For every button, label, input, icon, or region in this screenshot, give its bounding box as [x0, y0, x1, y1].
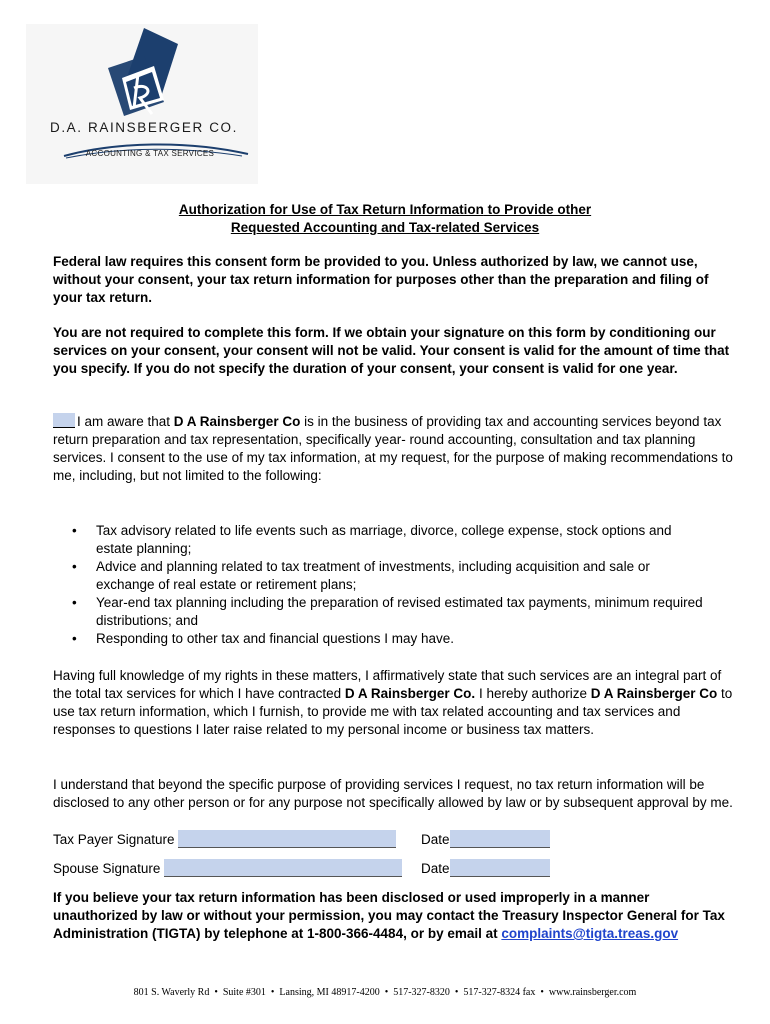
spouse-signature-label: Spouse Signature [53, 861, 161, 876]
taxpayer-date-row [421, 830, 550, 849]
list-item: • Advice and planning related to tax treatment of investments, including acquisition and sale or exchange of real estate or retirement plans; [70, 558, 710, 594]
logo-subtitle: ACCOUNTING & TAX SERVICES [85, 149, 215, 158]
taxpayer-signature-field[interactable] [178, 830, 396, 848]
company-logo [26, 24, 258, 184]
list-item: • Tax advisory related to life events such as marriage, divorce, college expense, stock options and estate planning; [70, 522, 710, 558]
footer-suite: Suite #301 [222, 987, 266, 998]
federal-law-paragraph: Federal law requires this consent form be provided to you. Unless authorized by law, we cannot use, without your consent, your tax return information for purposes other than the preparation and filing of your tax return. [53, 254, 709, 305]
auth-text-a: Having full knowledge of my rights in these matters, I affirmatively state that such services are an integral part of the total tax services for which I have contracted [53, 668, 722, 701]
authorization-paragraph [53, 667, 733, 739]
footer-website[interactable]: www.rainsberger.com [548, 987, 637, 998]
spouse-date-row [421, 859, 550, 878]
services-list [70, 522, 710, 648]
footer-separator: • [214, 987, 218, 998]
footer-address: 801 S. Waverly Rd [133, 987, 210, 998]
awareness-post: is in the business of providing tax and accounting services beyond tax return preparation and tax representation, specifically year- round accounting, consultation and tax planning services. I consent to the use of my tax information, at my request, for the purpose of making recommendations to me, including, but not limited to the following: [53, 414, 733, 483]
spouse-signature-field[interactable] [164, 859, 402, 877]
footer-separator: • [454, 987, 459, 998]
tigta-text: If you believe your tax return information has been disclosed or used improperly in a manner unauthorized by law or without your permission, you may contact the Treasury Inspector General for Tax Administration (TIGTA) by telephone at 1-800-366-4484, or by email at [53, 890, 725, 941]
tigta-paragraph [53, 889, 733, 943]
title-part-a: Authorization for Use of Tax Return Information [178, 202, 484, 217]
spouse-date-label: Date [421, 861, 450, 876]
list-item: • Year-end tax planning including the preparation of revised estimated tax payments, minimum required distributions; and [70, 594, 710, 630]
list-item: • Responding to other tax and financial questions I may have. [70, 630, 710, 648]
footer-separator: • [384, 987, 389, 998]
awareness-paragraph [53, 413, 733, 485]
footer-phone: 517-327-8320 [393, 987, 450, 998]
taxpayer-signature-row [53, 830, 396, 849]
taxpayer-date-field[interactable] [450, 830, 550, 848]
awareness-pre: I am aware that [77, 414, 174, 429]
title-part-b: to Provide other [483, 202, 592, 217]
logo-company-name: D.A. RAINSBERGER CO. [49, 120, 239, 135]
logo-emblem [26, 24, 258, 184]
footer-contact [0, 987, 770, 998]
form-title-line1 [0, 201, 770, 219]
tigta-email-link[interactable]: complaints@tigta.treas.gov [501, 926, 679, 941]
consent-checkbox[interactable] [53, 413, 75, 428]
taxpayer-date-label: Date [421, 832, 450, 847]
footer-separator: • [540, 987, 544, 998]
consent-paragraph: You are not required to complete this form. If we obtain your signature on this form by conditioning our services on your consent, your consent will not be valid. Your consent is valid for the amount of time that you specify. If you do not specify the duration of your consent, your consent is valid for one year. [53, 325, 730, 376]
auth-company-2: D A Rainsberger Co [590, 686, 718, 701]
form-title-line2: Requested Accounting and Tax-related Services [230, 220, 540, 235]
taxpayer-signature-label: Tax Payer Signature [53, 832, 175, 847]
footer-separator: • [270, 987, 275, 998]
auth-company-1: D A Rainsberger Co. [344, 686, 476, 701]
spouse-date-field[interactable] [450, 859, 550, 877]
auth-text-e: to use tax return information, which I furnish, to provide me with tax related accounting and tax services and responses to questions I later raise related to my personal income or business tax matters. [53, 686, 733, 737]
spouse-signature-row [53, 859, 402, 878]
disclosure-paragraph: I understand that beyond the specific purpose of providing services I request, no tax return information will be disclosed to any other person or for any purpose not specifically allowed by law or by subsequent approval by me. [53, 777, 733, 810]
auth-text-c: I hereby authorize [475, 686, 591, 701]
footer-city: Lansing, MI 48917-4200 [279, 987, 380, 998]
awareness-company: D A Rainsberger Co [173, 414, 301, 429]
footer-fax: 517-327-8324 fax [463, 987, 536, 998]
